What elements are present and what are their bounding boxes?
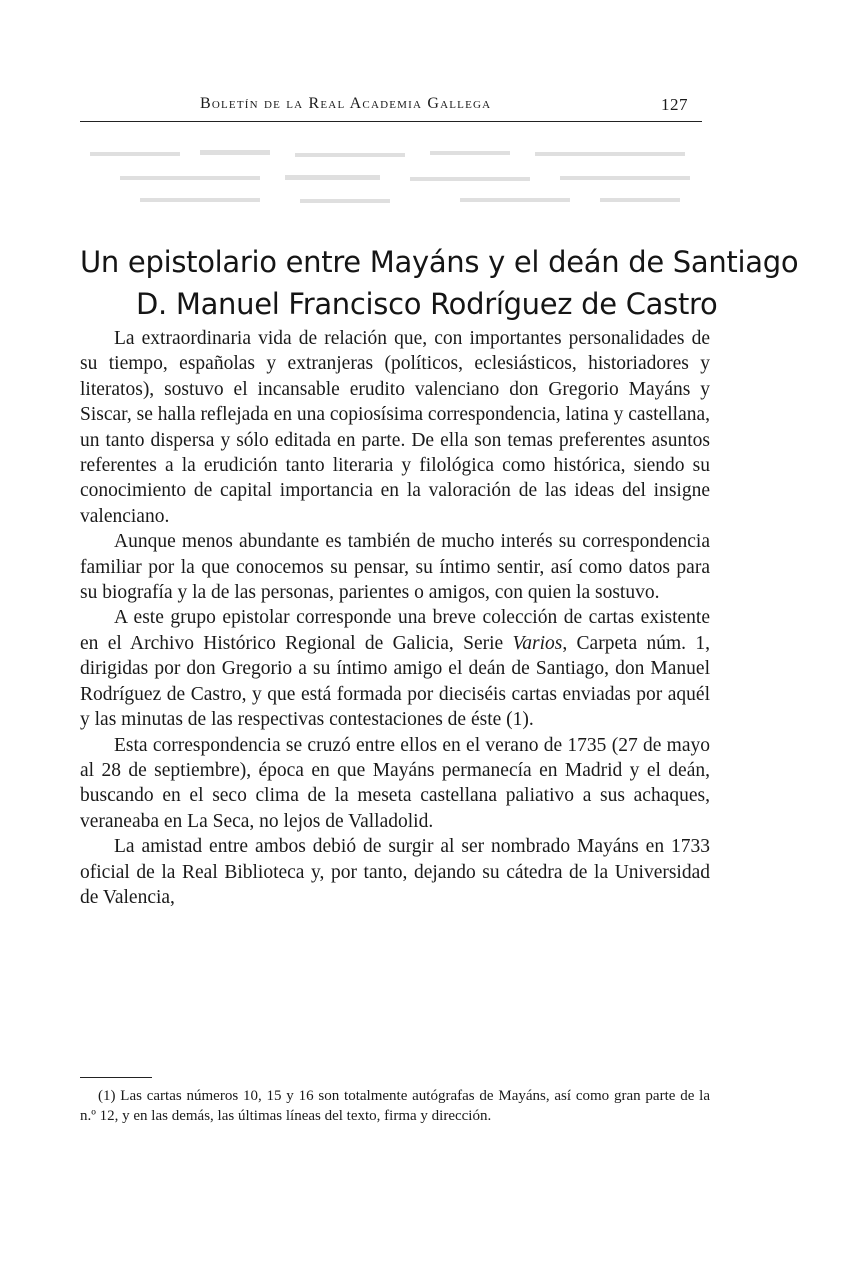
article-title-line-1: Un epistolario entre Mayáns y el deán de Santiago xyxy=(80,245,799,280)
footnote-rule xyxy=(80,1077,152,1078)
footnote: (1) Las cartas números 10, 15 y 16 son totalmente autógrafas de Mayáns, así como gran parte de la n.º 12, y en las demás, las últimas líneas del texto, firma y dirección. xyxy=(80,1088,710,1124)
article-title-line-2: D. Manuel Francisco Rodríguez de Castro xyxy=(136,287,718,322)
paragraph-3 xyxy=(80,605,710,732)
page xyxy=(80,0,799,1270)
paragraph-2: Aunque menos abundante es también de mucho interés su correspondencia familiar por la que conocemos su pensar, su íntimo sentir, así como datos para su biografía y la de las personas, parientes o amigos, con quien la sostuvo. xyxy=(80,531,710,604)
article-body xyxy=(80,326,710,910)
bleed-through-texture xyxy=(80,138,710,208)
running-header xyxy=(80,93,702,122)
paragraph-3-end: , Carpeta núm. 1, dirigidas por don Gregorio a su íntimo amigo el deán de Santiago, don Manuel Rodríguez de Castro, y que está formada por dieciséis cartas enviadas por aquél y las minutas de las respectivas contestaciones de éste (1). xyxy=(80,632,710,731)
paragraph-4: Esta correspondencia se cruzó entre ellos en el verano de 1735 (27 de mayo al 28 de septiembre), época en que Mayáns permanecía en Madrid y el deán, buscando en el seco clima de la meseta castellana paliativo a sus achaques, veraneaba en La Seca, no lejos de Valladolid. xyxy=(80,734,710,832)
article-title xyxy=(80,241,799,325)
paragraph-5: La amistad entre ambos debió de surgir al ser nombrado Mayáns en 1733 oficial de la Real Biblioteca y, por tanto, dejando su cátedra de la Universidad de Valencia, xyxy=(80,836,710,908)
series-name: Varios xyxy=(512,632,563,654)
page-number: 127 xyxy=(661,95,688,114)
paragraph-3-start: A este grupo epistolar corresponde una breve colección de cartas existente en el Archivo Histórico Regional de Galicia, Serie xyxy=(80,607,710,654)
paragraph-1: La extraordinaria vida de relación que, con importantes personalidades de su tiempo, españolas y extranjeras (políticos, eclesiásticos, historiadores y literatos), sostuvo el incansable erudito valenciano don Gregorio Mayáns y Siscar, se halla reflejada en una copiosísima correspondencia, latina y castellana, un tanto dispersa y sólo editada en parte. De ella son temas preferentes asuntos referentes a la erudición tanto literaria y filológica como histórica, siendo su conocimiento de capital importancia en la valoración de las ideas del insigne valenciano. xyxy=(80,328,710,527)
journal-title: Boletín de la Real Academia Gallega xyxy=(200,95,492,112)
